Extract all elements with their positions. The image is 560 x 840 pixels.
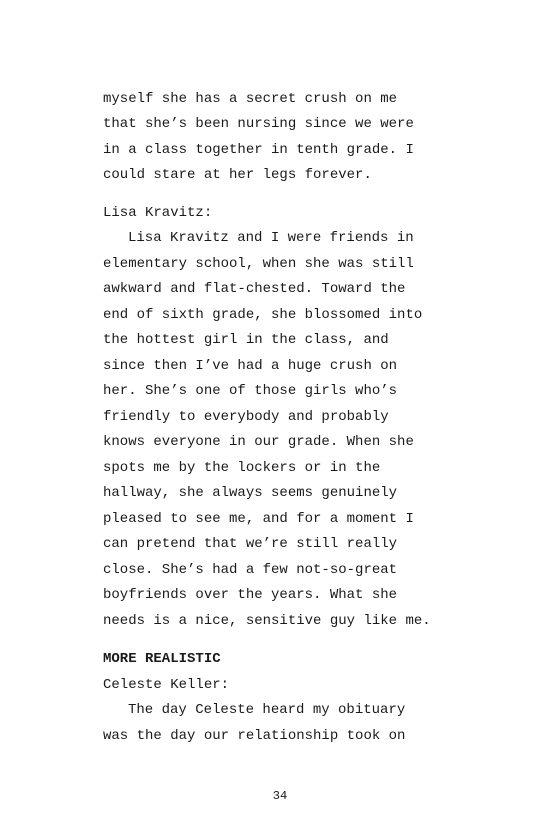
text-line: The day Celeste heard my obituary <box>128 702 406 718</box>
text-line: elementary school, when she was still <box>103 256 414 272</box>
page-number: 34 <box>272 789 288 803</box>
text-line: hallway, she always seems genuinely <box>103 485 398 501</box>
text-line: that she’s been nursing since we were <box>103 116 414 132</box>
text-line: could stare at her legs forever. <box>103 167 372 183</box>
text-line: needs is a nice, sensitive guy like me. <box>103 613 431 629</box>
text-line: pleased to see me, and for a moment I <box>103 511 414 527</box>
text-line: myself she has a secret crush on me <box>103 91 398 107</box>
text-line: since then I’ve had a huge crush on <box>103 358 398 374</box>
text-line: awkward and flat-chested. Toward the <box>103 281 406 297</box>
text-line: her. She’s one of those girls who’s <box>103 383 398 399</box>
text-line: spots me by the lockers or in the <box>103 460 381 476</box>
text-line: Lisa Kravitz and I were friends in <box>128 230 414 246</box>
text-line: the hottest girl in the class, and <box>103 332 389 348</box>
text-line: knows everyone in our grade. When she <box>103 434 414 450</box>
text-line: end of sixth grade, she blossomed into <box>103 307 423 323</box>
text-line: in a class together in tenth grade. I <box>103 142 414 158</box>
entry-heading-celeste: Celeste Keller: <box>103 677 230 693</box>
text-line: can pretend that we’re still really <box>103 536 398 552</box>
text-line: close. She’s had a few not-so-great <box>103 562 398 578</box>
text-line: was the day our relationship took on <box>103 728 406 744</box>
entry-heading-lisa: Lisa Kravitz: <box>103 205 213 221</box>
section-heading: MORE REALISTIC <box>103 651 221 667</box>
text-line: friendly to everybody and probably <box>103 409 389 425</box>
text-line: boyfriends over the years. What she <box>103 587 398 603</box>
